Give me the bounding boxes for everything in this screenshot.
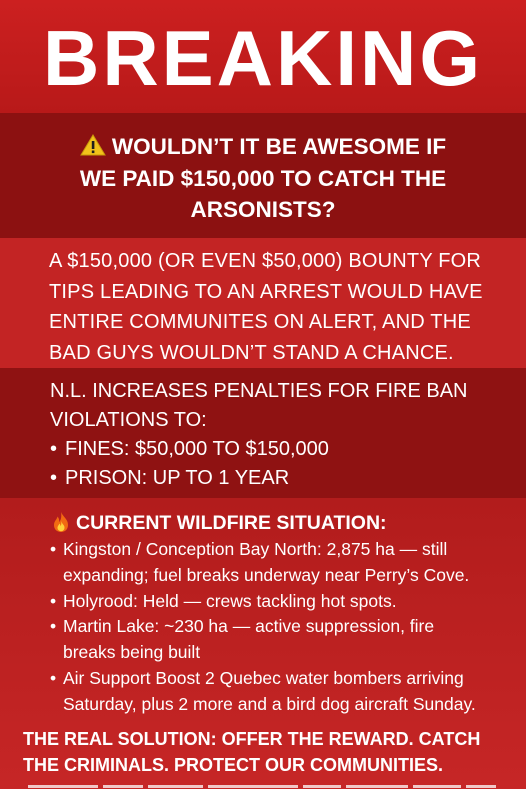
- list-item: [50, 666, 520, 718]
- list-item-text: Kingston / Conception Bay North: 2,875 ha — still: [63, 539, 448, 559]
- list-item-text: Air Support Boost 2 Quebec water bombers arriving: [63, 667, 464, 688]
- penalties-section: [50, 377, 500, 493]
- list-item: [50, 614, 520, 666]
- bounty-line: BAD GUYS WOULDN’T STAND A CHANCE.: [49, 341, 454, 364]
- warning-icon: [80, 134, 106, 156]
- cropped-text-line: [28, 778, 508, 789]
- situation-heading: [50, 510, 510, 536]
- bounty-line: A $150,000 (OR EVEN $50,000) BOUNTY FOR: [49, 250, 482, 272]
- breaking-title: BREAKING: [42, 14, 483, 102]
- bullet: •: [50, 616, 57, 637]
- list-item-text: expanding; fuel breaks underway near Perry’s Cove.: [63, 564, 470, 585]
- bounty-paragraph: [49, 246, 489, 368]
- question-line-1: WOULDN’T IT BE AWESOME IF: [111, 134, 447, 159]
- list-item-text: breaks being built: [63, 642, 201, 663]
- solution-line-1: THE REAL SOLUTION: OFFER THE REWARD. CATCH: [23, 729, 481, 749]
- list-item: [50, 537, 520, 589]
- penalty-item-text: PRISON: UP TO 1 YEAR: [65, 467, 290, 489]
- question-line-3: ARSONISTS?: [190, 197, 336, 222]
- situation-heading-text: CURRENT WILDFIRE SITUATION:: [76, 512, 387, 534]
- bounty-line: TIPS LEADING TO AN ARREST WOULD HAVE: [49, 280, 483, 303]
- penalty-item-fines: [50, 435, 500, 464]
- bullet: •: [50, 539, 57, 559]
- question-line-2: WE PAID $150,000 TO CATCH THE: [79, 165, 447, 191]
- solution-line-2: THE CRIMINALS. PROTECT OUR COMMUNITIES.: [23, 754, 443, 775]
- bullet: •: [50, 438, 58, 460]
- question-heading: [16, 131, 510, 226]
- list-item-text: Saturday, plus 2 more and a bird dog aircraft Sunday.: [63, 693, 476, 714]
- fire-icon: [50, 511, 72, 533]
- penalties-heading-2: VIOLATIONS TO:: [50, 409, 207, 431]
- penalty-item-text: FINES: $50,000 TO $150,000: [65, 438, 329, 460]
- bullet: •: [50, 667, 57, 688]
- list-item: [50, 589, 520, 615]
- penalty-item-prison: [50, 464, 500, 493]
- bounty-line: ENTIRE COMMUNITES ON ALERT, AND THE: [49, 311, 471, 333]
- bullet: •: [50, 467, 58, 489]
- situation-list: [50, 537, 520, 718]
- list-item-text: Martin Lake: ~230 ha — active suppression, fire: [63, 616, 435, 637]
- penalties-heading-1: N.L. INCREASES PENALTIES FOR FIRE BAN: [50, 380, 468, 402]
- solution-statement: [23, 727, 513, 778]
- bullet: •: [50, 590, 57, 611]
- list-item-text: Holyrood: Held — crews tackling hot spots.: [63, 590, 397, 611]
